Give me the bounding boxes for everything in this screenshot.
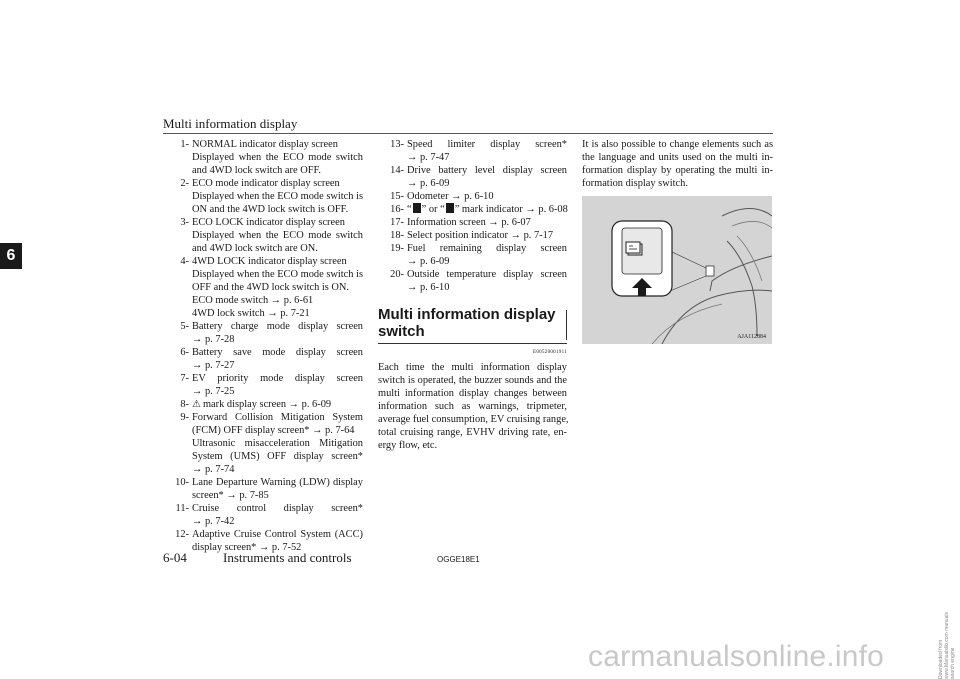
item-number: 2- [180, 178, 189, 189]
item-number: 11- [175, 503, 189, 514]
page-header-title: Multi information display [163, 116, 298, 131]
item-number: 18- [390, 230, 404, 241]
item-line: Adaptive Cruise Control System (ACC) [192, 529, 363, 540]
quote-close-text: ” mark indicator → p. 6-08 [454, 204, 568, 215]
item-line: → p. 7-74 [192, 464, 235, 475]
item-line: Drive battery level display screen [407, 165, 567, 176]
mark-indicator-a-icon [413, 203, 421, 213]
item-number: 1- [180, 139, 189, 150]
list-item [378, 190, 567, 203]
body-line: ergy flow, etc. [378, 440, 438, 451]
item-line: Displayed when the ECO mode switch is [192, 191, 363, 202]
item-number: 10- [175, 477, 189, 488]
item-line-text: mark display screen → p. 6-09 [202, 399, 332, 410]
body-line: switch is operated, the buzzer sounds and the [378, 375, 567, 386]
item-number: 8- [180, 399, 189, 410]
item-line: → p. 6-09 [407, 256, 450, 267]
column-middle [378, 138, 567, 452]
list-item [378, 164, 567, 190]
body-line: total cruising range, EVHV driving rate, en- [378, 427, 567, 438]
item-line: 4WD lock switch → p. 7-21 [192, 308, 310, 319]
quote-or: ” or “ [421, 204, 445, 215]
list-item [163, 346, 363, 372]
item-line: Displayed when the ECO mode switch [192, 152, 363, 163]
item-number: 7- [180, 373, 189, 384]
list-item [163, 320, 363, 346]
list-item [378, 242, 567, 268]
list-item [378, 268, 567, 294]
item-line: Odometer → p. 6-10 [407, 191, 494, 202]
list-item [163, 372, 363, 398]
section-code: E00520001911 [533, 350, 567, 355]
quote-open: “ [407, 204, 412, 215]
list-item [163, 398, 363, 411]
document-code: OGGE18E1 [437, 555, 480, 564]
item-line: NORMAL indicator display screen [192, 139, 338, 150]
item-line: Cruise control display screen* [192, 503, 363, 514]
item-line: Displayed when the ECO mode switch is [192, 269, 363, 280]
chapter-tab: 6 [0, 243, 22, 269]
item-line: → p. 7-42 [192, 516, 235, 527]
list-item [163, 216, 363, 255]
list-item [163, 502, 363, 528]
item-number: 16- [390, 204, 404, 215]
list-item [378, 229, 567, 242]
item-line: EV priority mode display screen [192, 373, 363, 384]
item-line: Information screen → p. 6-07 [407, 217, 531, 228]
heading-corner-rule [566, 310, 567, 340]
item-line: screen* → p. 7-85 [192, 490, 269, 501]
mark-indicator-b-icon [446, 203, 454, 213]
item-number: 6- [180, 347, 189, 358]
item-line: Battery charge mode display screen [192, 321, 363, 332]
item-line: Forward Collision Mitigation System [192, 412, 363, 423]
item-line: Displayed when the ECO mode switch [192, 230, 363, 241]
item-line: Battery save mode display screen [192, 347, 363, 358]
item-line: Lane Departure Warning (LDW) display [192, 477, 363, 488]
item-line: Select position indicator → p. 7-17 [407, 230, 554, 241]
item-number: 14- [390, 165, 404, 176]
body-line: average fuel consumption, EV cruising range, [378, 414, 569, 425]
item-line: → p. 6-09 [407, 178, 450, 189]
item-line: System (UMS) OFF display screen* [192, 451, 363, 462]
item-number: 12- [175, 529, 189, 540]
section-title-line: Multi information display [378, 306, 556, 323]
item-number: 3- [180, 217, 189, 228]
figure-code: AJA112884 [737, 334, 766, 340]
item-line: and 4WD lock switch are ON. [192, 243, 318, 254]
section-heading [378, 306, 567, 344]
section-body [378, 361, 567, 452]
item-number: 15- [390, 191, 404, 202]
item-number: 9- [180, 412, 189, 423]
item-number: 13- [390, 139, 404, 150]
item-line: Outside temperature display screen [407, 269, 567, 280]
body-line: information such as warnings, tripmeter, [378, 401, 567, 412]
item-line: Fuel remaining display screen [407, 243, 567, 254]
item-line: Speed limiter display screen* [407, 139, 567, 150]
header-rule [163, 133, 773, 134]
item-line [407, 203, 568, 216]
item-number: 20- [390, 269, 404, 280]
list-item [163, 411, 363, 476]
item-number: 19- [390, 243, 404, 254]
column-right [582, 138, 773, 190]
page-number: 6-04 [163, 550, 187, 565]
body-line: multi information display changes between [378, 388, 567, 399]
list-item [378, 203, 567, 216]
item-line: (FCM) OFF display screen* → p. 7-64 [192, 425, 355, 436]
list-item [378, 138, 567, 164]
dashboard-switch-illustration [582, 196, 772, 344]
watermark-small: Downloaded from www.Manualslib.com manuals search engine [938, 612, 956, 679]
item-line [192, 398, 363, 411]
item-line: and 4WD lock switch are OFF. [192, 165, 322, 176]
item-line: → p. 7-27 [192, 360, 235, 371]
item-number: 4- [180, 256, 189, 267]
item-line: OFF and the 4WD lock switch is ON. [192, 282, 350, 293]
body-line: formation display switch. [582, 178, 688, 189]
watermark: carmanualsonline.info [588, 640, 885, 673]
switch-illustration [582, 196, 772, 344]
list-item [163, 476, 363, 502]
item-line: → p. 7-25 [192, 386, 235, 397]
item-line: 4WD LOCK indicator display screen [192, 256, 347, 267]
list-item [163, 138, 363, 177]
list-item [163, 255, 363, 320]
item-line: ECO mode switch → p. 6-61 [192, 295, 314, 306]
warning-triangle-icon: ⚠ [192, 399, 201, 410]
item-line: Ultrasonic misacceleration Mitigation [192, 438, 363, 449]
body-line: the language and units used on the multi in- [582, 152, 773, 163]
page-section-title: Instruments and controls [223, 550, 352, 565]
item-line: ON and the 4WD lock switch is OFF. [192, 204, 349, 215]
list-item [378, 216, 567, 229]
section-title-line: switch [378, 323, 425, 340]
item-number: 5- [180, 321, 189, 332]
body-line: formation display by operating the multi in- [582, 165, 773, 176]
item-line: display screen* → p. 7-52 [192, 542, 302, 553]
item-line: ECO mode indicator display screen [192, 178, 340, 189]
item-line: → p. 6-10 [407, 282, 450, 293]
list-item [163, 177, 363, 216]
item-line: ECO LOCK indicator display screen [192, 217, 345, 228]
body-line: Each time the multi information display [378, 362, 567, 373]
column-left [163, 138, 363, 554]
body-line: It is also possible to change elements such as [582, 139, 773, 150]
item-line: → p. 7-47 [407, 152, 450, 163]
item-line: → p. 7-28 [192, 334, 235, 345]
item-number: 17- [390, 217, 404, 228]
